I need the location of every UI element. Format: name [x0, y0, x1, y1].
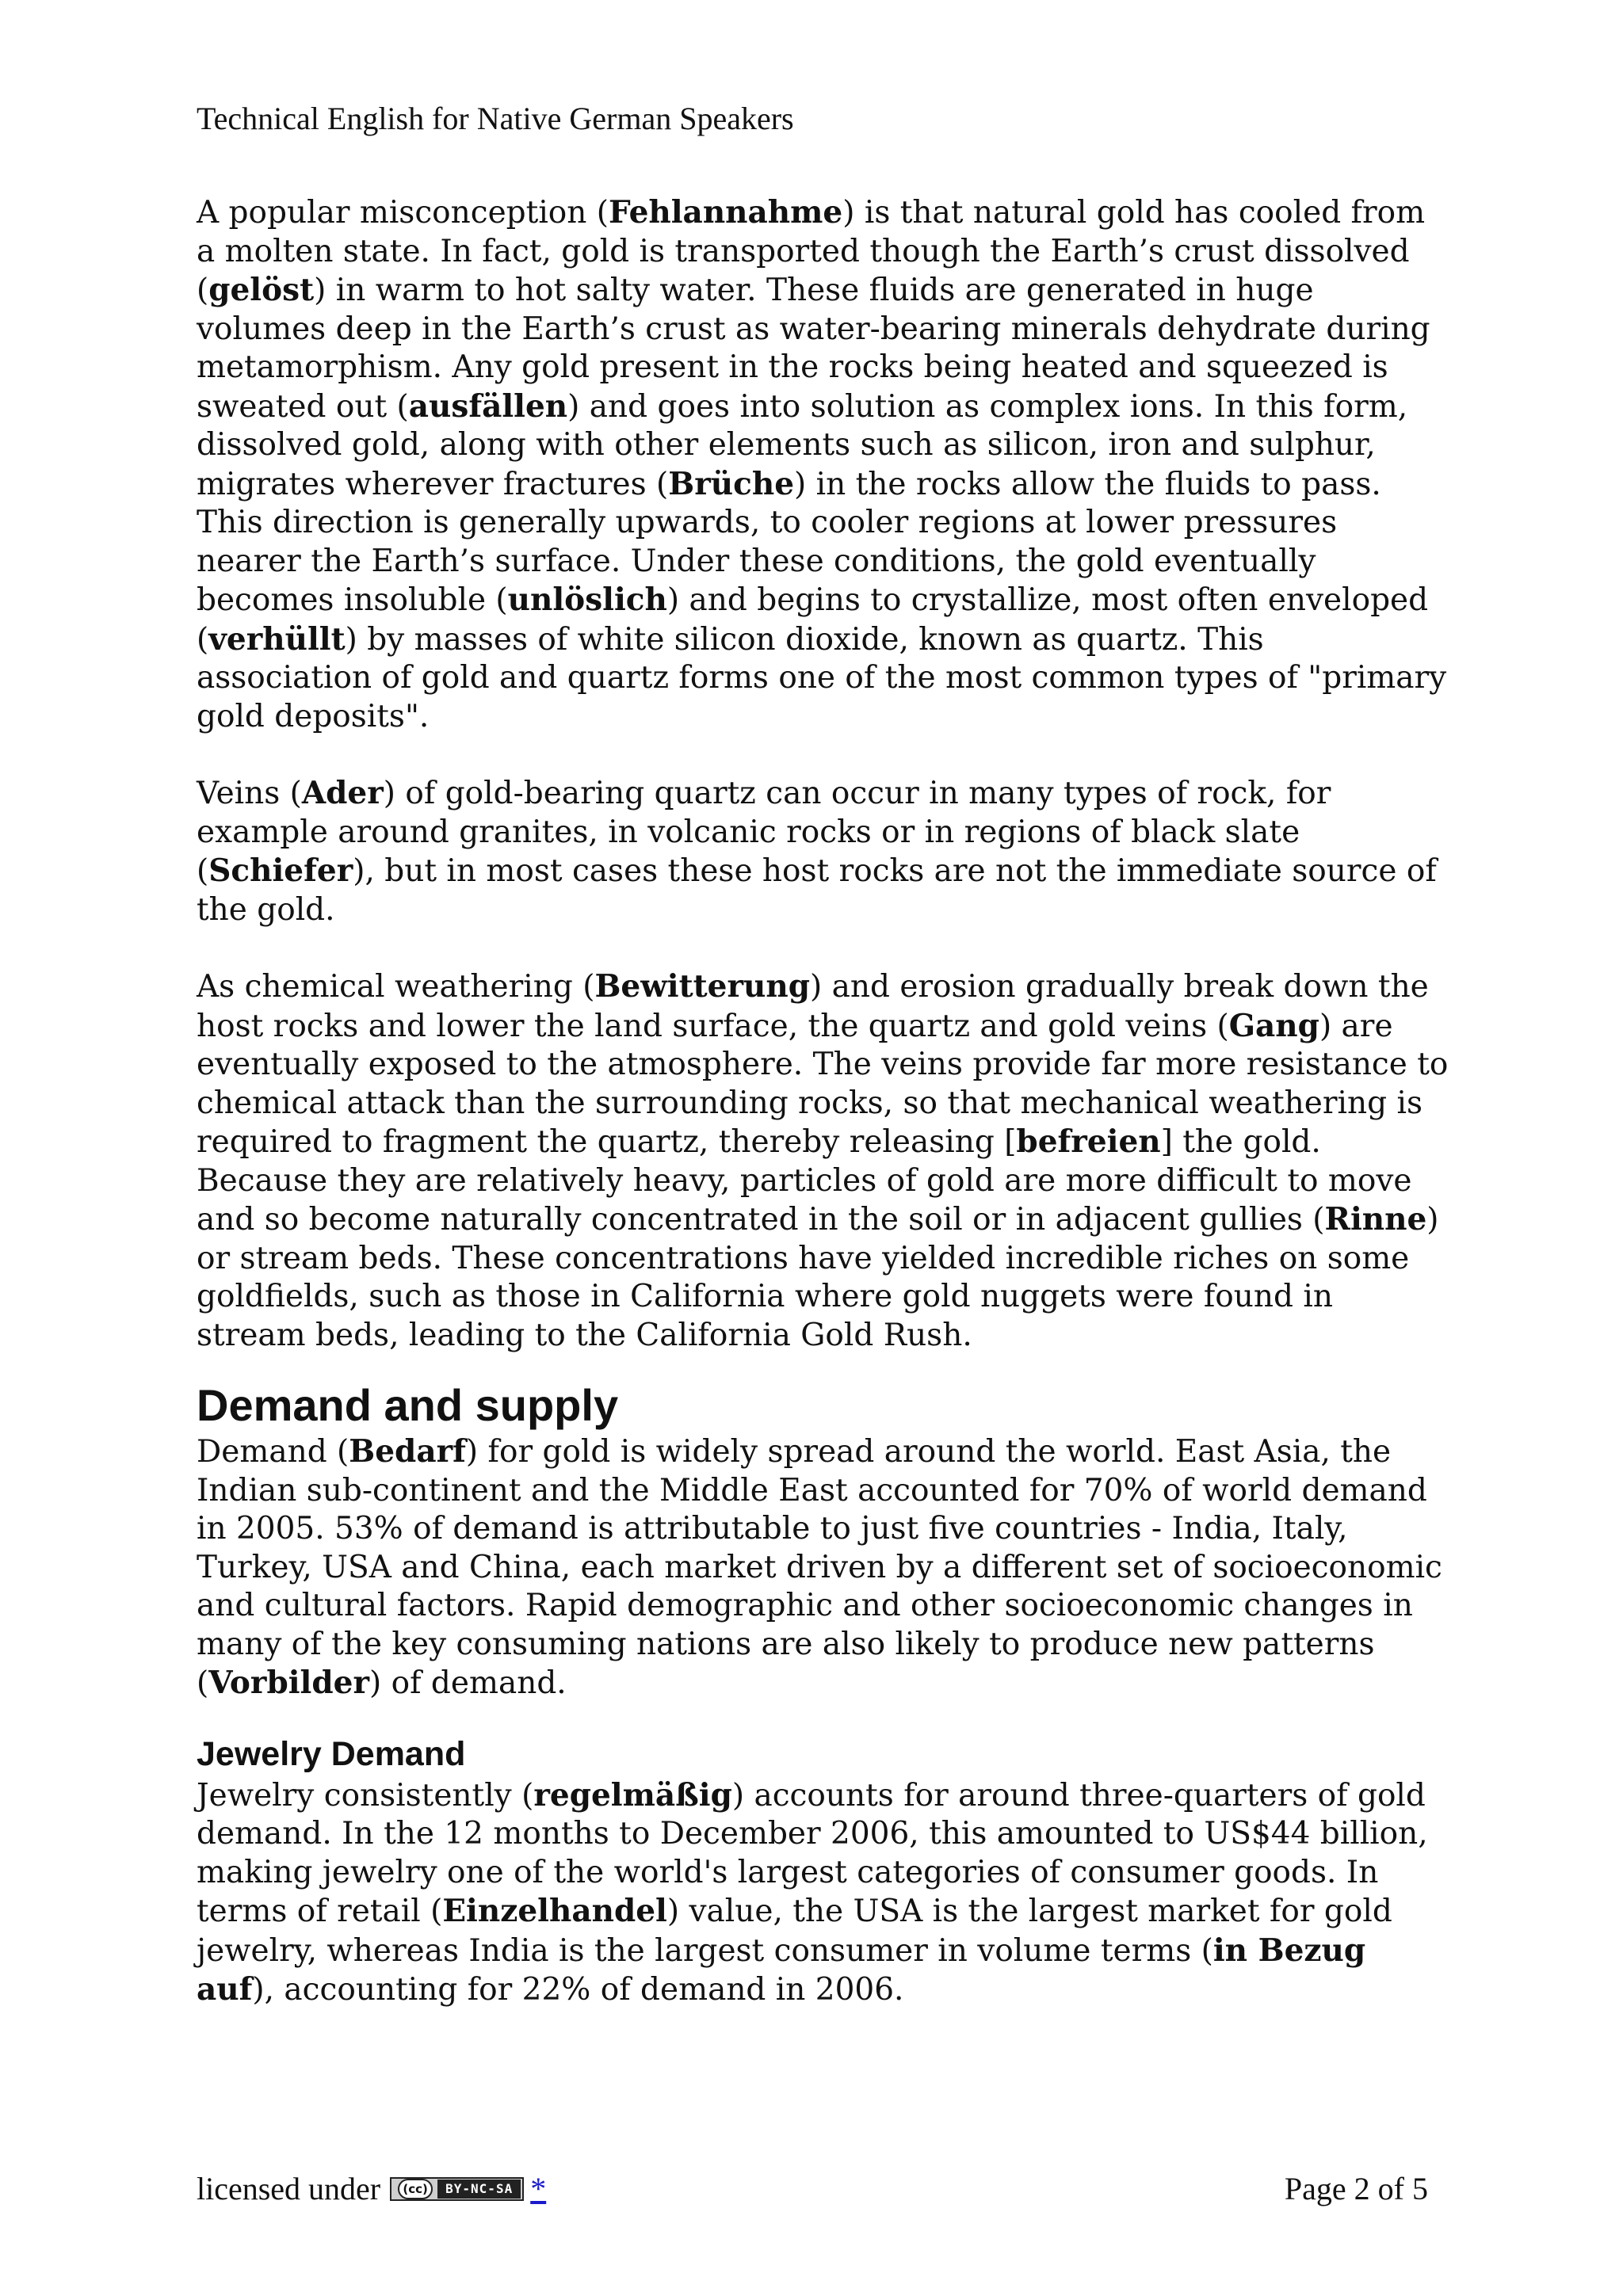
license-footnote-link[interactable]: *	[530, 2171, 547, 2206]
german-term: Einzelhandel	[442, 1893, 667, 1929]
german-term: Ader	[301, 775, 384, 811]
page-number: Page 2 of 5	[1284, 2171, 1428, 2206]
paragraph-misconception: A popular misconception (Fehlannahme) is that natural gold has cooled from a molten state. In fact, gold is transported though the Earth’s crust dissolved (gelöst) in warm to hot salty water. These fluids are generated in huge volumes deep in the Earth’s crust as water-bearing minerals dehydrate during metamorphism. Any gold present in the rocks being heated and squeezed is sweated out (ausfällen) and goes into solution as complex ions. In this form, dissolved gold, along with other elements such as silicon, iron and sulphur, migrates wherever fractures (Brüche) in the rocks allow the fluids to pass. This direction is generally upwards, to cooler regions at lower pressures nearer the Earth’s surface. Under these conditions, the gold eventually becomes insoluble (unlöslich) and begins to crystallize, most often enveloped (verhüllt) by masses of white silicon dioxide, known as quartz. This association of gold and quartz forms one of the most common types of "primary gold deposits".	[197, 194, 1447, 734]
german-term: regelmäßig	[533, 1776, 732, 1814]
paragraph-jewelry: Jewelry consistently (regelmäßig) accounts for around three-quarters of gold demand. In the 12 months to December 2006, this amounted to US$44 billion, making jewelry one of the world's largest categories of consumer goods. In terms of retail (Einzelhandel) value, the USA is the largest market for gold jewelry, whereas India is the largest consumer in volume terms (in Bezug auf), accounting for 22% of demand in 2006.	[197, 1776, 1428, 2008]
german-term: Gang	[1228, 1007, 1319, 1044]
german-term: befreien	[1016, 1123, 1161, 1160]
license-footer	[197, 2169, 546, 2209]
german-term: Vorbilder	[208, 1665, 369, 1701]
german-term: gelöst	[208, 272, 315, 308]
paragraph-demand: Demand (Bedarf) for gold is widely spread around the world. East Asia, the Indian sub-continent and the Middle East accounted for 70% of world demand in 2005. 53% of demand is attributable to just five countries - India, Italy, Turkey, USA and China, each market driven by a different set of socioeconomic and cultural factors. Rapid demographic and other socioeconomic changes in many of the key consuming nations are also likely to produce new patterns (Vorbilder) of demand.	[197, 1433, 1442, 1701]
license-text: licensed under	[197, 2171, 381, 2206]
cc-terms-label: BY-NC-SA	[437, 2180, 521, 2199]
german-term: in Bezug auf	[197, 1932, 1366, 2008]
german-term: Brüche	[668, 465, 795, 502]
german-term: verhüllt	[208, 620, 346, 658]
paragraph-veins: Veins (Ader) of gold-bearing quartz can occur in many types of rock, for example around granites, in volcanic rocks or in regions of black slate (Schiefer), but in most cases these host rocks are not the immediate source of the gold.	[197, 775, 1437, 928]
cc-icon: (cc)	[398, 2179, 433, 2199]
paragraph-weathering: As chemical weathering (Bewitterung) and erosion gradually break down the host rocks and lower the land surface, the quartz and gold veins (Gang) are eventually exposed to the atmosphere. The veins provide far more resistance to chemical attack than the surrounding rocks, so that mechanical weathering is required to fragment the quartz, thereby releasing [befreien] the gold. Because they are relatively heavy, particles of gold are more difficult to move and so become naturally concentrated in the soil or in adjacent gullies (Rinne) or stream beds. These concentrations have yielded incredible riches on some goldfields, such as those in California where gold nuggets were found in stream beds, leading to the California Gold Rush.	[197, 968, 1449, 1353]
heading-jewelry-demand: Jewelry Demand	[197, 1734, 466, 1773]
running-header: Technical English for Native German Speakers	[197, 101, 794, 136]
german-term: unlöslich	[507, 582, 667, 618]
body-column	[197, 193, 1449, 2010]
german-term: Bedarf	[349, 1433, 466, 1470]
german-term: Fehlannahme	[609, 194, 843, 231]
heading-demand-and-supply: Demand and supply	[197, 1380, 619, 1430]
german-term: Schiefer	[208, 852, 353, 889]
german-term: ausfällen	[408, 387, 568, 425]
german-term: Bewitterung	[594, 968, 810, 1005]
german-term: Rinne	[1324, 1201, 1427, 1238]
cc-license-badge[interactable]	[390, 2177, 524, 2201]
